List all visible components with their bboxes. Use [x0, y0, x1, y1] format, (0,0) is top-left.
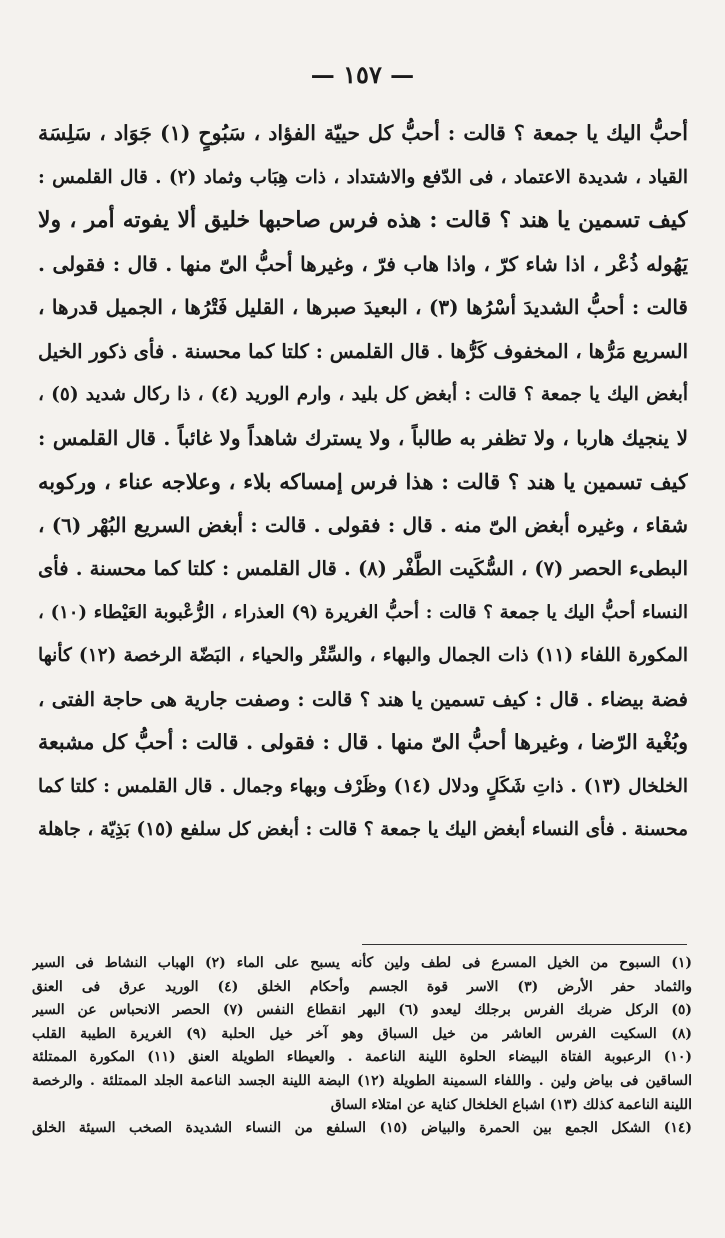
- text-line: محسنة . فأى النساء أبغض اليك يا جمعة ؟ قالت : أبغض كل سلفع (١٥) بَذِيّة ، جاهلة: [38, 819, 688, 840]
- footnote-line: الساقين فى بياض ولين . واللفاء السمينة الطويلة (١٢) البضة اللينة الجسد الناعمة الجلد الممتلئة . والرخصة: [32, 1072, 692, 1089]
- text-line: النساء أحبُّ اليك يا جمعة ؟ قالت : أحبُّ الغريرة (٩) العذراء ، الرُّعْبوبة العَيْطاء (١٠) ،: [38, 601, 688, 623]
- footnote-line: (١٤) الشكل الجمع بين الحمرة والبياض (١٥) السلفع من النساء الشديدة الصخب السيئة الخلق: [32, 1120, 692, 1137]
- text-line: كيف تسمين يا هند ؟ قالت : هذه فرس صاحبها خليق ألا يفوته أمر ، ولا: [38, 207, 688, 233]
- text-line: أبغض اليك يا جمعة ؟ قالت : أبغض كل بليد ، وارم الوريد (٤) ، ذا ركال شديد (٥) ،: [38, 384, 688, 405]
- footnotes: [32, 952, 692, 1141]
- text-line: يَهُوله ذُعْر ، اذا شاء كرّ ، واذا هاب فرّ ، وغيرها أحبُّ الىّ منها . قال : فقولى .: [38, 251, 688, 276]
- footnote-line: (١) السبوح من الخيل المسرع فى لطف ولين كأنه يسبح على الماء (٢) الهباب النشاط فى السير: [32, 955, 692, 971]
- text-line: المكورة اللفاء (١١) ذات الجمال والبهاء ، والسِّتْر والحياء ، البَضّة الرخصة (١٢) كأنها: [38, 645, 688, 666]
- footnote-line: (٥) الركل ضربك الفرس برجلك ليعدو (٦) البهر انقطاع النفس (٧) الحصر الانحباس عن السير: [32, 1002, 692, 1019]
- text-line: السريع مَرُّها ، المخفوف كَرُّها . قال القلمس : كلتا كما محسنة . فأى ذكور الخيل: [38, 339, 688, 363]
- text-line: فضة بيضاء . قال : كيف تسمين يا هند ؟ قالت : وصفت جارية هى حاجة الفتى ،: [38, 687, 688, 711]
- text-line: القياد ، شديدة الاعتماد ، فى الدّفع والاشتداد ، ذات هِبَاب وثماد (٢) . قال القلمس :: [38, 166, 688, 188]
- footnote-line: والثماد حفر الأرض (٣) الاسر قوة الجسم وأحكام الخلق (٤) الوريد عرق فى العنق: [32, 978, 692, 995]
- footnote-line: (١٠) الرعبوبة الفتاة البيضاء الحلوة اللينة الناعمة . والعيطاء الطويلة العنق (١١) المكورة الممتلئة: [32, 1049, 692, 1066]
- text-line: الخلخال (١٣) . ذاتِ شَكَلٍ ودلال (١٤) وظَرْف وبهاء وجمال . قال القلمس : كلتا كما: [38, 775, 688, 797]
- text-line: كيف تسمين يا هند ؟ قالت : هذا فرس إمساكه بلاء ، وعلاجه عناء ، وركوبه: [38, 469, 688, 494]
- text-line: شقاء ، وغيره أبغض الىّ منه . قال : فقولى . قالت : أبغض السريع البُهْر (٦) ،: [38, 512, 688, 537]
- text-line: أحبُّ اليك يا جمعة ؟ قالت : أحبُّ كل حييّة الفؤاد ، سَبُوحٍ (١) جَوَاد ، سَلِسَة: [38, 121, 688, 145]
- footnote-line: اللينة الناعمة كذلك (١٣) اشباع الخلخال كناية عن امتلاء الساق: [330, 1096, 692, 1113]
- text-line: قالت : أحبُّ الشديدَ أسْرُها (٣) ، البعيدَ صبرها ، القليل فَتْرُها ، الجميل قدرها ،: [38, 295, 688, 319]
- text-line: البطىء الحصر (٧) ، السُّكَيت الطَّفْر (٨) . قال القلمس : كلتا كما محسنة . فأى: [38, 557, 688, 580]
- text-line: وبُغْية الرّضا ، وغيرها أحبُّ الىّ منها . قال : فقولى . قالت : أحبُّ كل مشبعة: [38, 730, 688, 754]
- footnote-line: (٨) السكيت الفرس العاشر من خيل السباق وهو آخر خيل الحلبة (٩) الغريرة الطيبة القلب: [32, 1025, 692, 1042]
- text-line: لا ينجيك هاربا ، ولا تظفر به طالباً ، ولا يسترك شاهداً ولا غائباً . قال القلمس :: [38, 425, 688, 450]
- footnote-divider: [362, 944, 687, 945]
- page-number: — ١٥٧ —: [310, 60, 415, 89]
- main-text: [38, 112, 688, 852]
